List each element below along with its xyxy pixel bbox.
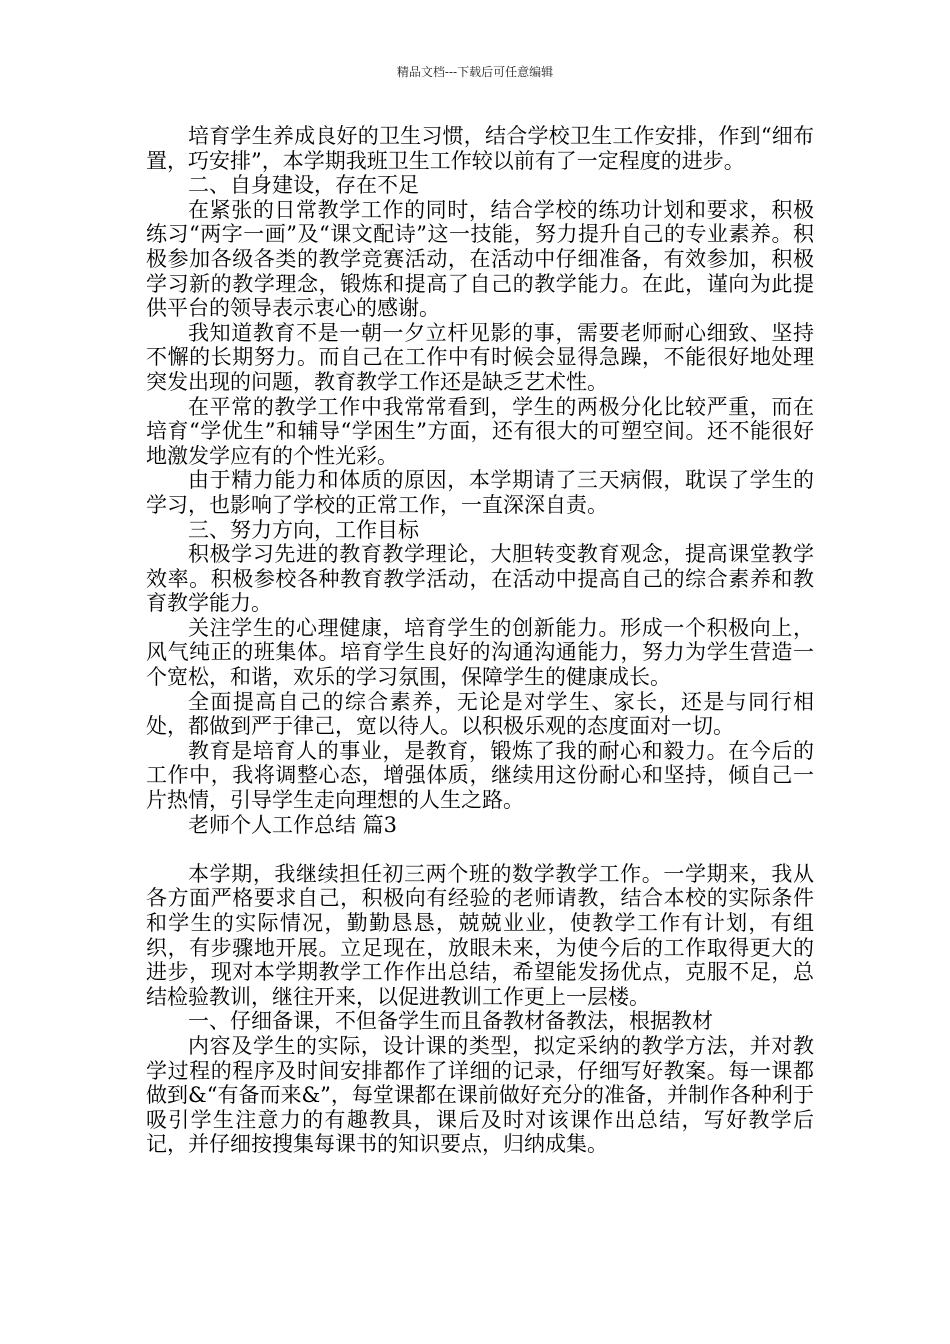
section-heading-self-building: 二、自身建设，存在不足 <box>188 173 419 198</box>
paragraph-self-quality: 全面提高自己的综合素养，无论是对学生、家长，还是与同行相处，都做到严于律己，宽以待人。以积极乐观的态度面对一切。 <box>146 689 814 739</box>
paragraph-mental-health: 关注学生的心理健康，培育学生的创新能力。形成一个积极向上，风气纯正的班集体。培育学生良好的沟通沟通能力，努力为学生营造一个宽松，和谐，欢乐的学习氛围，保障学生的健康成长。 <box>146 615 814 690</box>
blank-line <box>146 837 814 862</box>
paragraph-semester-intro: 本学期，我继续担任初三两个班的数学教学工作。一学期来，我从各方面严格要求自己，积极向有经验的老师请教，结合本校的实际条件和学生的实际情况，勤勤恳恳，兢兢业业，使教学工作有计划，有组织，有步骤地开展。立足现在，放眼未来，为使今后的工作取得更大的进步，现对本学期教学工作作出总结，希望能发扬优点，克服不足，总结检验教训，继往开来，以促进教训工作更上一层楼。 <box>146 861 814 1009</box>
document-body <box>146 124 814 1157</box>
paragraph-lesson-design: 内容及学生的实际，设计课的类型，拟定采纳的教学方法，并对教学过程的程序及时间安排都作了详细的记录，仔细写好教案。每一课都做到&“有备而来&”，每堂课都在课前做好充分的准备，并制作各种利于吸引学生注意力的有趣教具，课后及时对该课作出总结，写好教学后记，并仔细按搜集每课书的知识要点，归纳成集。 <box>146 1033 814 1157</box>
section-heading-goals: 三、努力方向，工作目标 <box>188 517 419 542</box>
paragraph-sick-leave: 由于精力能力和体质的原因，本学期请了三天病假，耽误了学生的学习，也影响了学校的正常工作，一直深深自责。 <box>146 468 814 517</box>
section-heading-lesson-prep: 一、仔细备课，不但备学生而且备教材备教法，根据教材 <box>188 1009 713 1034</box>
paragraph-theory: 积极学习先进的教育教学理论，大胆转变教育观念，提高课堂教学效率。积极参校各种教育教学活动，在活动中提高自己的综合素养和教育教学能力。 <box>146 542 814 616</box>
page-header: 精品文档---下载后可任意编辑 <box>396 65 554 79</box>
paragraph-education-career: 教育是培育人的事业，是教育，锻炼了我的耐心和毅力。在今后的工作中，我将调整心态，增强体质，继续用这份耐心和坚持，倾自己一片热情，引导学生走向理想的人生之路。 <box>146 738 814 813</box>
article-title-part3: 老师个人工作总结 篇3 <box>188 812 398 837</box>
paragraph-patience: 我知道教育不是一朝一夕立杆见影的事，需要老师耐心细致、坚持不懈的长期努力。而自己在工作中有时候会显得急躁，不能很好地处理突发出现的问题，教育教学工作还是缺乏艺术性。 <box>146 320 814 394</box>
paragraph-polarization: 在平常的教学工作中我常常看到，学生的两极分化比较严重，而在培育“学优生”和辅导“学困生”方面，还有很大的可塑空间。还不能很好地激发学应有的个性光彩。 <box>146 394 814 468</box>
paragraph-training: 在紧张的日常教学工作的同时，结合学校的练功计划和要求，积极练习“两字一画”及“课文配诗”这一技能，努力提升自己的专业素养。积极参加各级各类的教学竞赛活动，在活动中仔细准备，有效参加，积极学习新的教学理念，锻炼和提高了自己的教学能力。在此，谨向为此提供平台的领导表示衷心的感谢。 <box>146 197 814 321</box>
paragraph-hygiene: 培育学生养成良好的卫生习惯，结合学校卫生工作安排，作到“细布置，巧安排”，本学期我班卫生工作较以前有了一定程度的进步。 <box>146 124 814 173</box>
